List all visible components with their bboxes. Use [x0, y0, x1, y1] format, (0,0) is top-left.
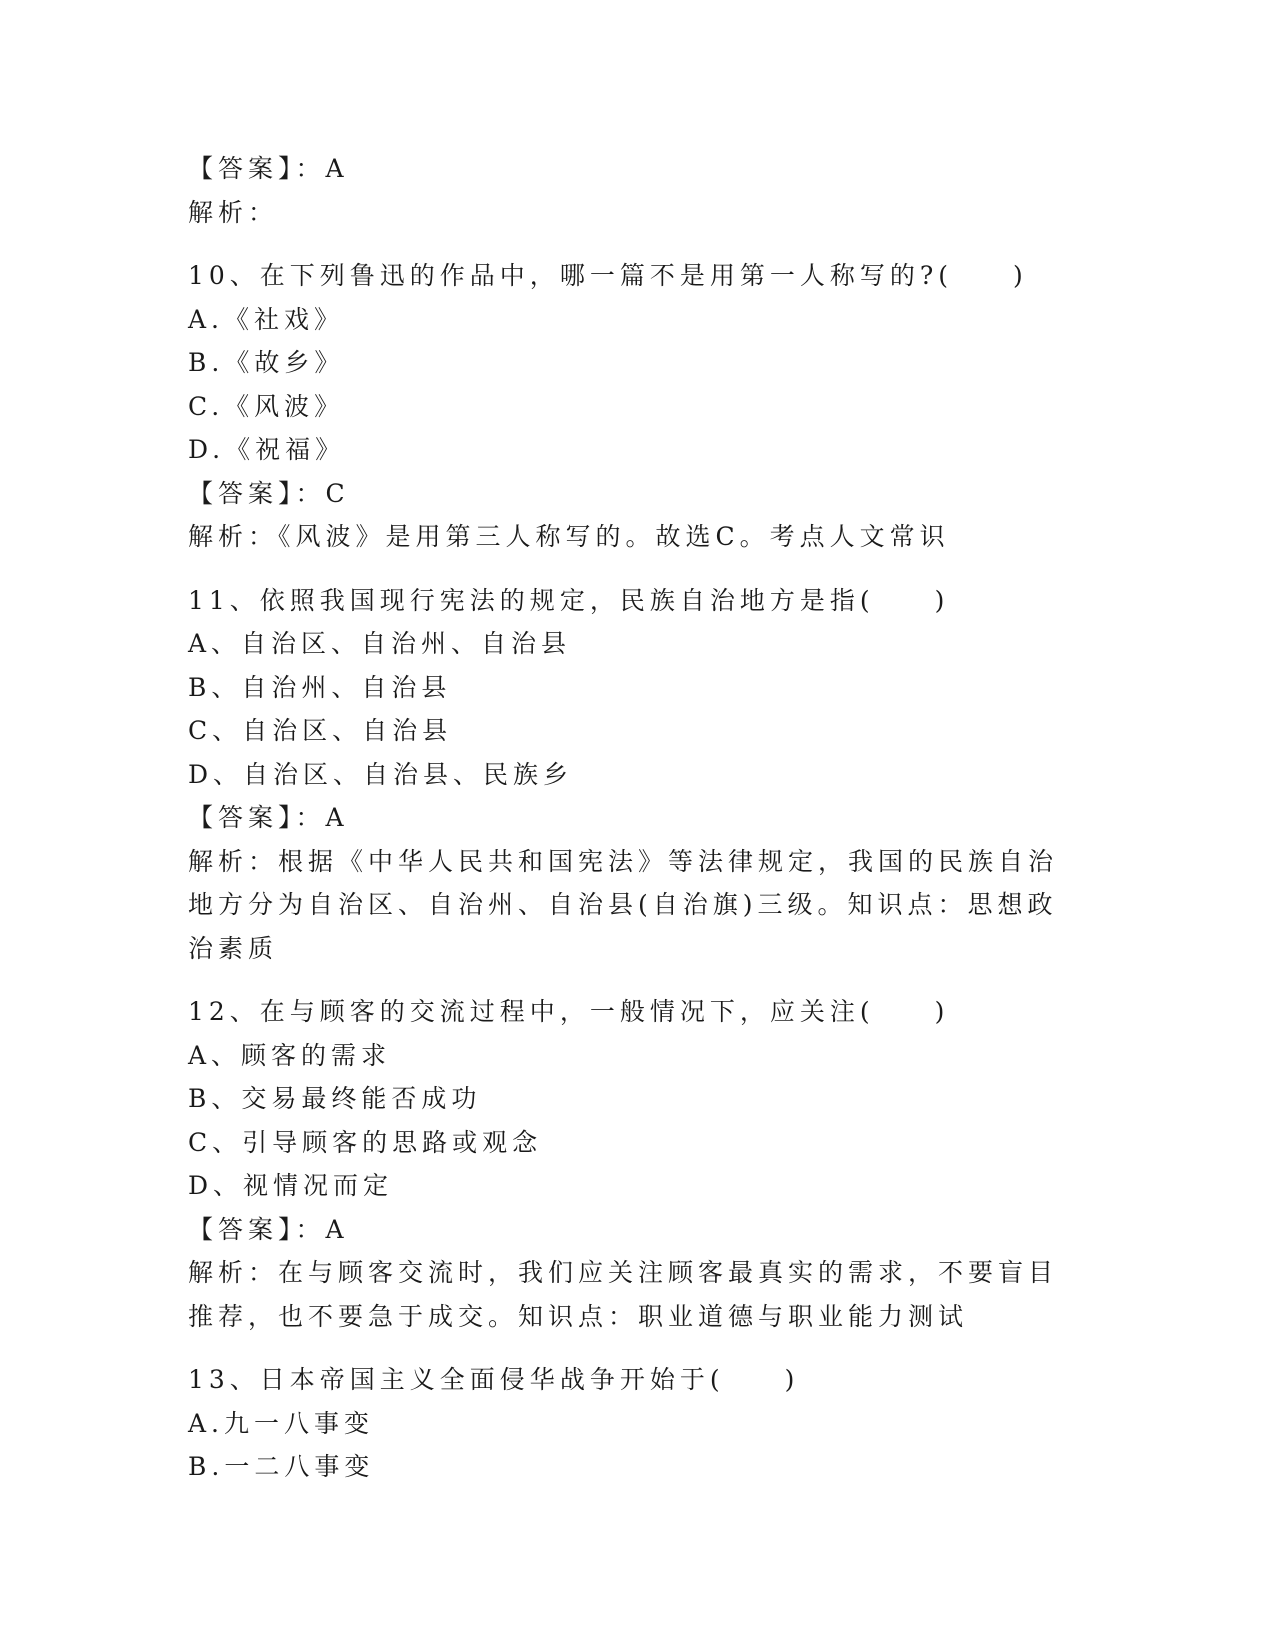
option-a: A、自治区、自治州、自治县 — [188, 629, 572, 658]
question-12 — [188, 990, 1068, 1338]
option-c: C、引导顾客的思路或观念 — [188, 1127, 543, 1157]
question-stem: 11、依照我国现行宪法的规定，民族自治地方是指( ) — [188, 585, 950, 615]
option-c: C、自治区、自治县 — [188, 716, 453, 745]
analysis-line: 解析：在与顾客交流时，我们应关注顾客最真实的需求，不要盲目推荐，也不要急于成交。知识点：职业道德与职业能力测试 — [188, 1258, 1059, 1331]
question-13 — [188, 1358, 1068, 1489]
analysis-line: 解析：《风波》是用第三人称写的。故选C。考点人文常识 — [188, 522, 950, 551]
answer-line: 【答案】：C — [188, 478, 350, 508]
analysis-line: 解析：根据《中华人民共和国宪法》等法律规定，我国的民族自治地方分为自治区、自治州、自治县(自治旗)三级。知识点：思想政治素质 — [188, 846, 1059, 963]
spacer — [188, 1338, 1068, 1358]
document-content — [188, 147, 1068, 1489]
analysis-line: 解析： — [188, 197, 279, 227]
option-d: D、自治区、自治县、民族乡 — [188, 759, 574, 789]
option-d: D.《祝福》 — [188, 435, 346, 464]
option-c: C.《风波》 — [188, 391, 345, 421]
question-stem: 13、日本帝国主义全面侵华战争开始于( ) — [188, 1365, 800, 1394]
question-11 — [188, 579, 1068, 971]
answer-line: 【答案】：A — [188, 803, 349, 832]
option-a: A.《社戏》 — [188, 304, 345, 334]
option-d: D、视情况而定 — [188, 1171, 394, 1200]
option-a: A、顾客的需求 — [188, 1040, 392, 1070]
option-a: A.九一八事变 — [188, 1408, 375, 1438]
question-stem: 10、在下列鲁迅的作品中，哪一篇不是用第一人称写的?( ) — [188, 261, 1028, 290]
spacer — [188, 559, 1068, 579]
question-10 — [188, 254, 1068, 559]
option-b: B.《故乡》 — [188, 348, 345, 377]
option-b: B、交易最终能否成功 — [188, 1084, 482, 1113]
answer-line: 【答案】：A — [188, 154, 349, 183]
question-stem: 12、在与顾客的交流过程中，一般情况下，应关注( ) — [188, 997, 950, 1026]
answer-line: 【答案】：A — [188, 1214, 349, 1244]
option-b: B、自治州、自治县 — [188, 672, 452, 702]
spacer — [188, 970, 1068, 990]
option-b: B.一二八事变 — [188, 1452, 375, 1481]
spacer — [188, 234, 1068, 254]
